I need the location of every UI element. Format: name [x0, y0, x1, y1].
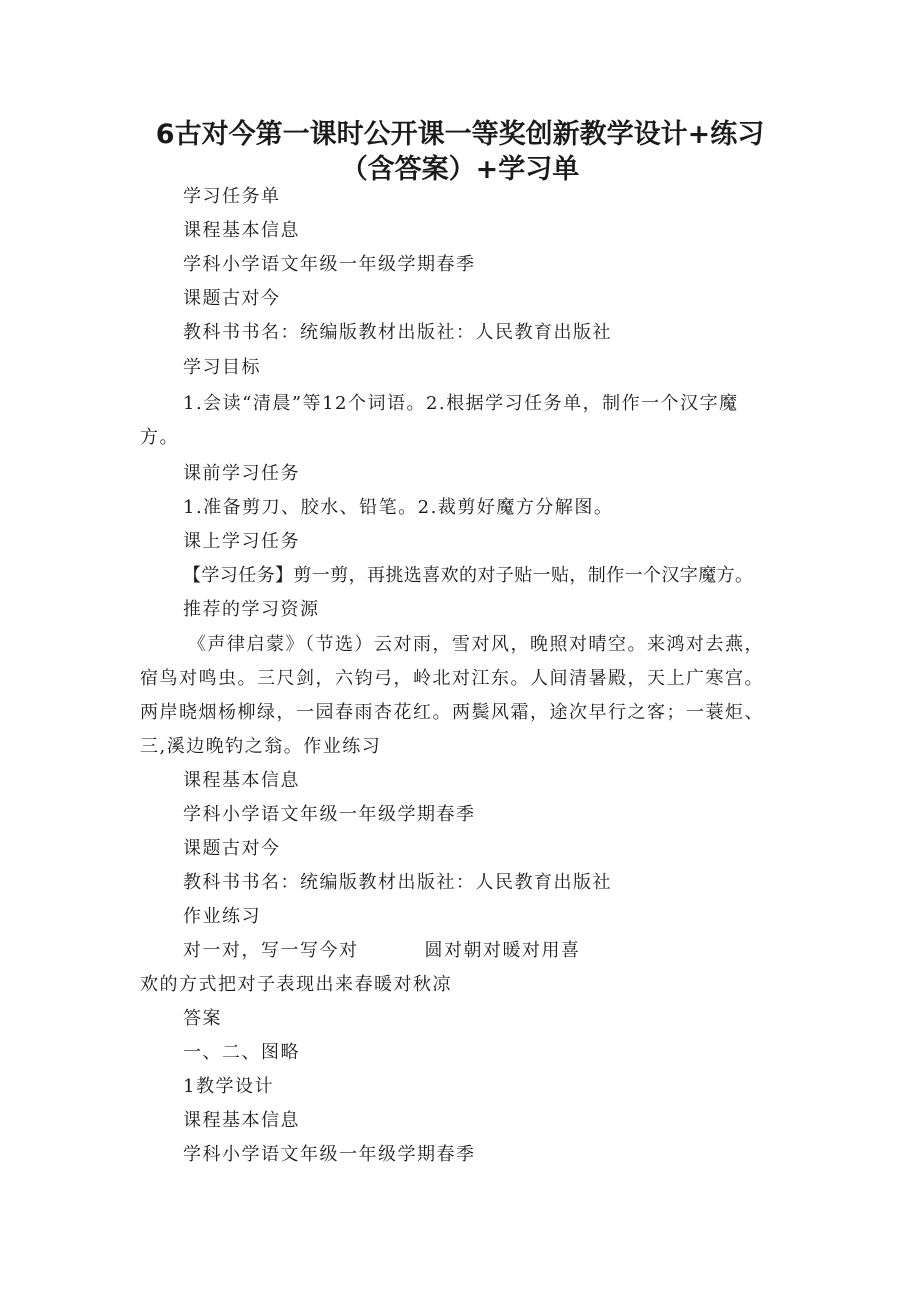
section-heading-answers: 答案 [183, 1008, 222, 1029]
section-heading-homework: 作业练习 [183, 906, 261, 927]
section-heading-teaching-design: 1教学设计 [183, 1076, 274, 1097]
section-heading-course-info-2: 课程基本信息 [183, 770, 300, 791]
document-title-line-1: 6古对今第一课时公开课一等奖创新教学设计+练习 [155, 119, 765, 150]
objectives-text-continued: 方。 [140, 427, 179, 448]
answers-text: 一、二、图略 [183, 1042, 300, 1063]
course-subject-line-2: 学科小学语文年级一年级学期春季 [183, 804, 476, 825]
homework-text-line-2: 欢的方式把对子表现出来春暖对秋凉 [140, 974, 452, 995]
in-class-task-text: 【学习任务】剪一剪，再挑选喜欢的对子贴一贴，制作一个汉字魔方。 [183, 565, 754, 586]
course-subject-line-3: 学科小学语文年级一年级学期春季 [183, 1144, 476, 1165]
resource-text-line-1: 《声律启蒙》（节选）云对雨，雪对风，晚照对晴空。来鸿对去燕， [188, 634, 764, 655]
course-subject-line: 学科小学语文年级一年级学期春季 [183, 254, 476, 275]
course-topic-line-2: 课题古对今 [183, 838, 281, 859]
homework-pairs: 圆对朝对暖对用喜 [424, 940, 581, 961]
section-heading-course-info: 课程基本信息 [183, 220, 300, 241]
section-heading-in-class-task: 课上学习任务 [183, 531, 300, 552]
resource-text-line-4: 三,溪边晚钓之翁。作业练习 [140, 736, 382, 757]
resource-text-line-2: 宿鸟对鸣虫。三尺剑，六钧弓，岭北对江东。人间清暑殿，天上广寒宫。 [140, 668, 764, 689]
section-heading-objectives: 学习目标 [183, 357, 261, 378]
section-heading-resources: 推荐的学习资源 [183, 599, 320, 620]
homework-text-line-1 [183, 939, 581, 963]
document-title-line-2: （含答案）+学习单 [340, 154, 580, 185]
course-topic-line: 课题古对今 [183, 288, 281, 309]
section-heading-pre-class-task: 课前学习任务 [183, 463, 300, 484]
pre-class-task-text: 1.准备剪刀、胶水、铅笔。2.裁剪好魔方分解图。 [183, 497, 614, 518]
section-heading-learning-task-sheet: 学习任务单 [183, 186, 281, 207]
section-heading-course-info-3: 课程基本信息 [183, 1110, 300, 1131]
homework-prompt: 对一对，写一写今对 [183, 940, 359, 961]
textbook-line: 教科书书名：统编版教材出版社：人民教育出版社 [183, 322, 612, 343]
textbook-line-2: 教科书书名：统编版教材出版社：人民教育出版社 [183, 872, 612, 893]
objectives-text: 1.会读“清晨”等12个词语。2.根据学习任务单，制作一个汉字魔 [183, 393, 739, 414]
resource-text-line-3: 两岸晓烟杨柳绿，一园春雨杏花红。两鬓风霜，途次早行之客；一蓑炬、 [140, 702, 764, 723]
